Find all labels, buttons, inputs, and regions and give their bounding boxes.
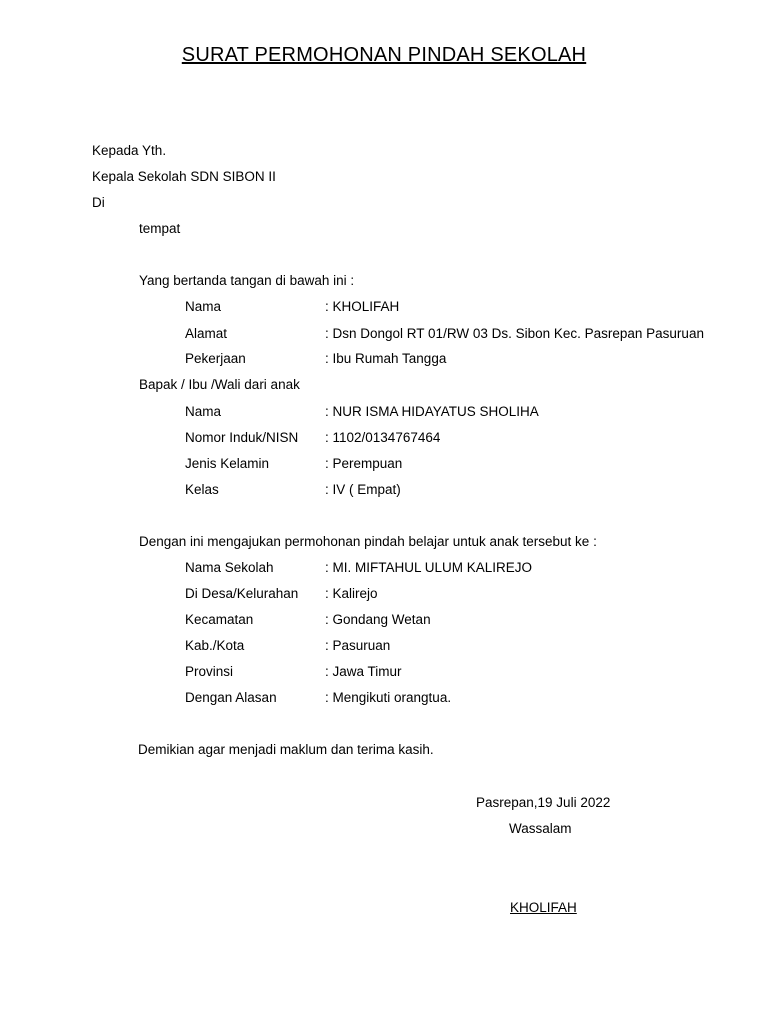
- recipient-line-2: Kepala Sekolah SDN SIBON II: [92, 169, 276, 184]
- destination-district-value: : Gondang Wetan: [325, 612, 431, 627]
- destination-district-label: Kecamatan: [185, 612, 254, 627]
- request-intro-text: Dengan ini mengajukan permohonan pindah belajar untuk anak tersebut ke :: [139, 534, 597, 549]
- destination-province-value: : Jawa Timur: [325, 664, 402, 679]
- destination-reason-label: Dengan Alasan: [185, 690, 277, 705]
- child-name-value: : NUR ISMA HIDAYATUS SHOLIHA: [325, 404, 539, 419]
- child-nisn-label: Nomor Induk/NISN: [185, 430, 299, 445]
- place-date: Pasrepan,19 Juli 2022: [476, 795, 611, 810]
- intro-text: Yang bertanda tangan di bawah ini :: [139, 273, 355, 288]
- recipient-line-4: tempat: [139, 221, 181, 236]
- recipient-line-1: Kepada Yth.: [92, 143, 167, 158]
- child-nisn-value: : 1102/0134767464: [325, 430, 441, 445]
- destination-regency-label: Kab./Kota: [185, 638, 245, 653]
- parent-occupation-value: : Ibu Rumah Tangga: [325, 351, 447, 366]
- child-class-label: Kelas: [185, 482, 219, 497]
- recipient-line-3: Di: [92, 195, 105, 210]
- destination-village-value: : Kalirejo: [325, 586, 378, 601]
- parent-address-label: Alamat: [185, 326, 228, 341]
- parent-name-value: : KHOLIFAH: [325, 299, 400, 314]
- child-gender-value: : Perempuan: [325, 456, 403, 471]
- destination-village-label: Di Desa/Kelurahan: [185, 586, 299, 601]
- destination-reason-value: : Mengikuti orangtua.: [325, 690, 452, 705]
- parent-name-label: Nama: [185, 299, 222, 314]
- child-gender-label: Jenis Kelamin: [185, 456, 270, 471]
- destination-school-label: Nama Sekolah: [185, 560, 274, 575]
- salutation: Wassalam: [509, 821, 572, 836]
- destination-province-label: Provinsi: [185, 664, 234, 679]
- signer-name: KHOLIFAH: [510, 900, 577, 915]
- child-intro-text: Bapak / Ibu /Wali dari anak: [139, 377, 300, 392]
- letter-title: SURAT PERMOHONAN PINDAH SEKOLAH: [181, 44, 587, 66]
- parent-occupation-label: Pekerjaan: [185, 351, 246, 366]
- destination-school-value: : MI. MIFTAHUL ULUM KALIREJO: [325, 560, 533, 575]
- destination-regency-value: : Pasuruan: [325, 638, 391, 653]
- child-name-label: Nama: [185, 404, 222, 419]
- closing-text: Demikian agar menjadi maklum dan terima kasih.: [138, 742, 434, 757]
- child-class-value: : IV ( Empat): [325, 482, 401, 497]
- parent-address-value: : Dsn Dongol RT 01/RW 03 Ds. Sibon Kec. Pasrepan Pasuruan: [325, 326, 704, 341]
